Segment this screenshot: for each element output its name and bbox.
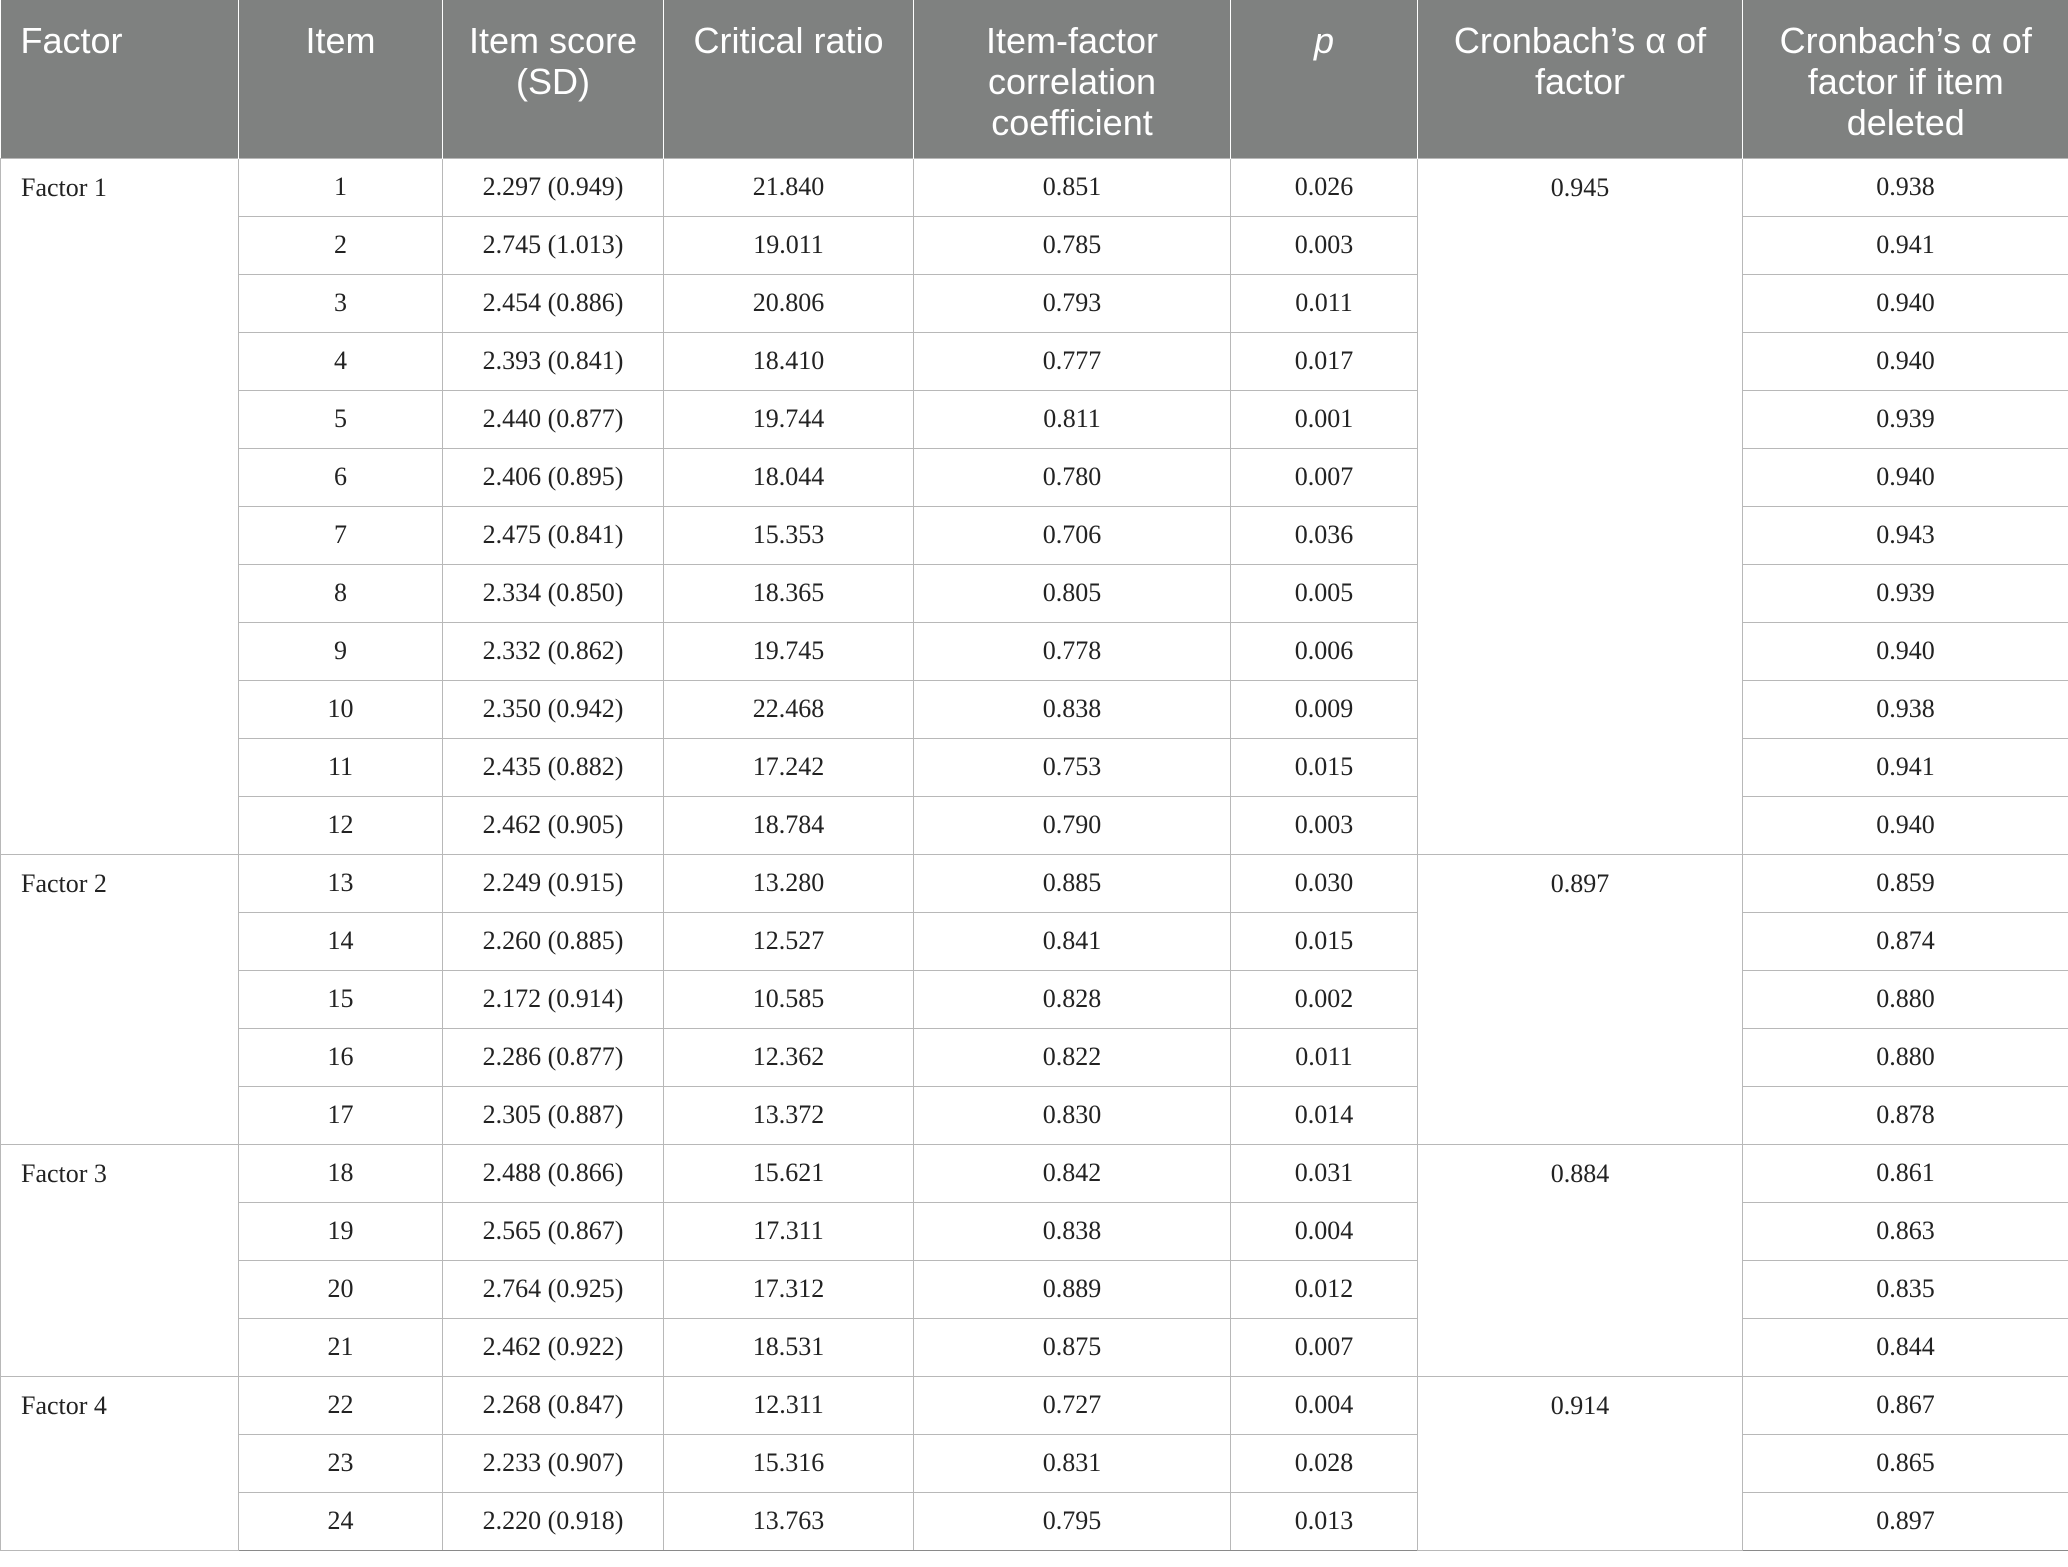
item-cell: 19 [239,1202,443,1260]
p-value-cell: 0.012 [1231,1260,1418,1318]
alpha-if-deleted-cell: 0.941 [1743,738,2068,796]
item-score-cell: 2.435 (0.882) [443,738,664,796]
critical-ratio-cell: 21.840 [664,158,914,216]
header-factor: Factor [1,0,239,158]
factor-cell: Factor 3 [1,1144,239,1376]
p-value-cell: 0.026 [1231,158,1418,216]
item-cell: 21 [239,1318,443,1376]
table-row [1,1260,2068,1318]
alpha-if-deleted-cell: 0.880 [1743,970,2068,1028]
table-row [1,448,2068,506]
correlation-cell: 0.795 [914,1492,1231,1550]
item-cell: 24 [239,1492,443,1550]
p-value-cell: 0.011 [1231,1028,1418,1086]
correlation-cell: 0.811 [914,390,1231,448]
p-value-cell: 0.007 [1231,448,1418,506]
alpha-if-deleted-cell: 0.939 [1743,564,2068,622]
factor-cell: Factor 2 [1,854,239,1144]
alpha-if-deleted-cell: 0.938 [1743,158,2068,216]
correlation-cell: 0.875 [914,1318,1231,1376]
critical-ratio-cell: 15.621 [664,1144,914,1202]
item-cell: 6 [239,448,443,506]
alpha-if-deleted-cell: 0.880 [1743,1028,2068,1086]
header-cronbach-alpha: Cronbach’s α of factor [1418,0,1743,158]
correlation-cell: 0.838 [914,1202,1231,1260]
critical-ratio-cell: 19.744 [664,390,914,448]
item-score-cell: 2.454 (0.886) [443,274,664,332]
factor-cell: Factor 1 [1,158,239,854]
alpha-if-deleted-cell: 0.940 [1743,622,2068,680]
header-cronbach-alpha-if-deleted: Cronbach’s α of factor if item deleted [1743,0,2068,158]
table-row [1,622,2068,680]
p-value-cell: 0.001 [1231,390,1418,448]
alpha-if-deleted-cell: 0.939 [1743,390,2068,448]
cronbach-alpha-cell: 0.945 [1418,158,1743,854]
table-row [1,216,2068,274]
table-row [1,506,2068,564]
correlation-cell: 0.785 [914,216,1231,274]
item-cell: 7 [239,506,443,564]
alpha-if-deleted-cell: 0.861 [1743,1144,2068,1202]
item-score-cell: 2.305 (0.887) [443,1086,664,1144]
correlation-cell: 0.778 [914,622,1231,680]
header-item-score: Item score (SD) [443,0,664,158]
critical-ratio-cell: 13.372 [664,1086,914,1144]
item-score-cell: 2.475 (0.841) [443,506,664,564]
item-score-cell: 2.462 (0.922) [443,1318,664,1376]
p-value-cell: 0.011 [1231,274,1418,332]
p-value-cell: 0.013 [1231,1492,1418,1550]
item-score-cell: 2.393 (0.841) [443,332,664,390]
table-row [1,390,2068,448]
item-cell: 2 [239,216,443,274]
item-score-cell: 2.249 (0.915) [443,854,664,912]
alpha-if-deleted-cell: 0.874 [1743,912,2068,970]
critical-ratio-cell: 18.531 [664,1318,914,1376]
alpha-if-deleted-cell: 0.844 [1743,1318,2068,1376]
correlation-cell: 0.793 [914,274,1231,332]
correlation-cell: 0.727 [914,1376,1231,1434]
item-cell: 11 [239,738,443,796]
item-score-cell: 2.440 (0.877) [443,390,664,448]
critical-ratio-cell: 12.527 [664,912,914,970]
item-score-cell: 2.332 (0.862) [443,622,664,680]
p-value-cell: 0.015 [1231,912,1418,970]
critical-ratio-cell: 18.784 [664,796,914,854]
correlation-cell: 0.830 [914,1086,1231,1144]
item-score-cell: 2.297 (0.949) [443,158,664,216]
table-row [1,738,2068,796]
item-cell: 12 [239,796,443,854]
p-value-cell: 0.031 [1231,1144,1418,1202]
table-row [1,1202,2068,1260]
item-score-cell: 2.488 (0.866) [443,1144,664,1202]
critical-ratio-cell: 18.044 [664,448,914,506]
correlation-cell: 0.838 [914,680,1231,738]
alpha-if-deleted-cell: 0.940 [1743,274,2068,332]
correlation-cell: 0.842 [914,1144,1231,1202]
critical-ratio-cell: 13.763 [664,1492,914,1550]
item-cell: 10 [239,680,443,738]
table-row [1,1028,2068,1086]
table-row [1,680,2068,738]
item-cell: 3 [239,274,443,332]
item-score-cell: 2.745 (1.013) [443,216,664,274]
item-cell: 18 [239,1144,443,1202]
correlation-cell: 0.777 [914,332,1231,390]
alpha-if-deleted-cell: 0.865 [1743,1434,2068,1492]
alpha-if-deleted-cell: 0.940 [1743,796,2068,854]
item-score-cell: 2.462 (0.905) [443,796,664,854]
p-value-cell: 0.009 [1231,680,1418,738]
alpha-if-deleted-cell: 0.863 [1743,1202,2068,1260]
item-score-cell: 2.565 (0.867) [443,1202,664,1260]
alpha-if-deleted-cell: 0.859 [1743,854,2068,912]
p-value-cell: 0.003 [1231,216,1418,274]
item-score-cell: 2.334 (0.850) [443,564,664,622]
critical-ratio-cell: 20.806 [664,274,914,332]
critical-ratio-cell: 10.585 [664,970,914,1028]
correlation-cell: 0.831 [914,1434,1231,1492]
critical-ratio-cell: 12.311 [664,1376,914,1434]
table-row [1,970,2068,1028]
item-score-cell: 2.220 (0.918) [443,1492,664,1550]
item-cell: 14 [239,912,443,970]
p-value-cell: 0.006 [1231,622,1418,680]
critical-ratio-cell: 12.362 [664,1028,914,1086]
item-cell: 23 [239,1434,443,1492]
item-score-cell: 2.406 (0.895) [443,448,664,506]
item-score-cell: 2.268 (0.847) [443,1376,664,1434]
item-score-cell: 2.764 (0.925) [443,1260,664,1318]
table-row [1,158,2068,216]
critical-ratio-cell: 13.280 [664,854,914,912]
header-item-factor-correlation: Item-factor correlation coefficient [914,0,1231,158]
alpha-if-deleted-cell: 0.943 [1743,506,2068,564]
critical-ratio-cell: 22.468 [664,680,914,738]
correlation-cell: 0.822 [914,1028,1231,1086]
p-value-cell: 0.004 [1231,1202,1418,1260]
table-row [1,1086,2068,1144]
correlation-cell: 0.885 [914,854,1231,912]
factor-cell: Factor 4 [1,1376,239,1550]
alpha-if-deleted-cell: 0.940 [1743,448,2068,506]
item-score-cell: 2.233 (0.907) [443,1434,664,1492]
header-row [1,0,2068,158]
table-row [1,1318,2068,1376]
alpha-if-deleted-cell: 0.878 [1743,1086,2068,1144]
p-value-cell: 0.017 [1231,332,1418,390]
p-value-cell: 0.005 [1231,564,1418,622]
table-row [1,1492,2068,1550]
cronbach-alpha-cell: 0.914 [1418,1376,1743,1550]
table-row [1,1434,2068,1492]
p-value-cell: 0.015 [1231,738,1418,796]
item-cell: 9 [239,622,443,680]
critical-ratio-cell: 17.311 [664,1202,914,1260]
table-row [1,854,2068,912]
table-row [1,564,2068,622]
critical-ratio-cell: 15.316 [664,1434,914,1492]
p-value-cell: 0.004 [1231,1376,1418,1434]
item-cell: 16 [239,1028,443,1086]
item-cell: 13 [239,854,443,912]
alpha-if-deleted-cell: 0.897 [1743,1492,2068,1550]
alpha-if-deleted-cell: 0.941 [1743,216,2068,274]
item-cell: 1 [239,158,443,216]
table-row [1,1144,2068,1202]
table-row [1,274,2068,332]
p-value-cell: 0.002 [1231,970,1418,1028]
item-score-cell: 2.350 (0.942) [443,680,664,738]
critical-ratio-cell: 19.011 [664,216,914,274]
correlation-cell: 0.828 [914,970,1231,1028]
item-cell: 22 [239,1376,443,1434]
table-row [1,1376,2068,1434]
critical-ratio-cell: 18.410 [664,332,914,390]
item-score-cell: 2.286 (0.877) [443,1028,664,1086]
critical-ratio-cell: 19.745 [664,622,914,680]
item-cell: 4 [239,332,443,390]
table-row [1,912,2068,970]
item-cell: 8 [239,564,443,622]
header-critical-ratio: Critical ratio [664,0,914,158]
correlation-cell: 0.753 [914,738,1231,796]
cronbach-alpha-cell: 0.884 [1418,1144,1743,1376]
p-value-cell: 0.003 [1231,796,1418,854]
table-header [1,0,2068,158]
correlation-cell: 0.706 [914,506,1231,564]
alpha-if-deleted-cell: 0.938 [1743,680,2068,738]
item-cell: 5 [239,390,443,448]
critical-ratio-cell: 18.365 [664,564,914,622]
correlation-cell: 0.889 [914,1260,1231,1318]
item-score-cell: 2.172 (0.914) [443,970,664,1028]
alpha-if-deleted-cell: 0.940 [1743,332,2068,390]
correlation-cell: 0.851 [914,158,1231,216]
header-item: Item [239,0,443,158]
correlation-cell: 0.805 [914,564,1231,622]
critical-ratio-cell: 15.353 [664,506,914,564]
p-value-cell: 0.028 [1231,1434,1418,1492]
item-cell: 20 [239,1260,443,1318]
correlation-cell: 0.780 [914,448,1231,506]
critical-ratio-cell: 17.242 [664,738,914,796]
item-score-cell: 2.260 (0.885) [443,912,664,970]
alpha-if-deleted-cell: 0.835 [1743,1260,2068,1318]
alpha-if-deleted-cell: 0.867 [1743,1376,2068,1434]
table-row [1,332,2068,390]
item-cell: 15 [239,970,443,1028]
item-cell: 17 [239,1086,443,1144]
p-value-cell: 0.030 [1231,854,1418,912]
table-row [1,796,2068,854]
header-p: p [1231,0,1418,158]
correlation-cell: 0.841 [914,912,1231,970]
cronbach-alpha-cell: 0.897 [1418,854,1743,1144]
p-value-cell: 0.007 [1231,1318,1418,1376]
p-value-cell: 0.036 [1231,506,1418,564]
p-value-cell: 0.014 [1231,1086,1418,1144]
critical-ratio-cell: 17.312 [664,1260,914,1318]
correlation-cell: 0.790 [914,796,1231,854]
table-body [1,158,2068,1550]
